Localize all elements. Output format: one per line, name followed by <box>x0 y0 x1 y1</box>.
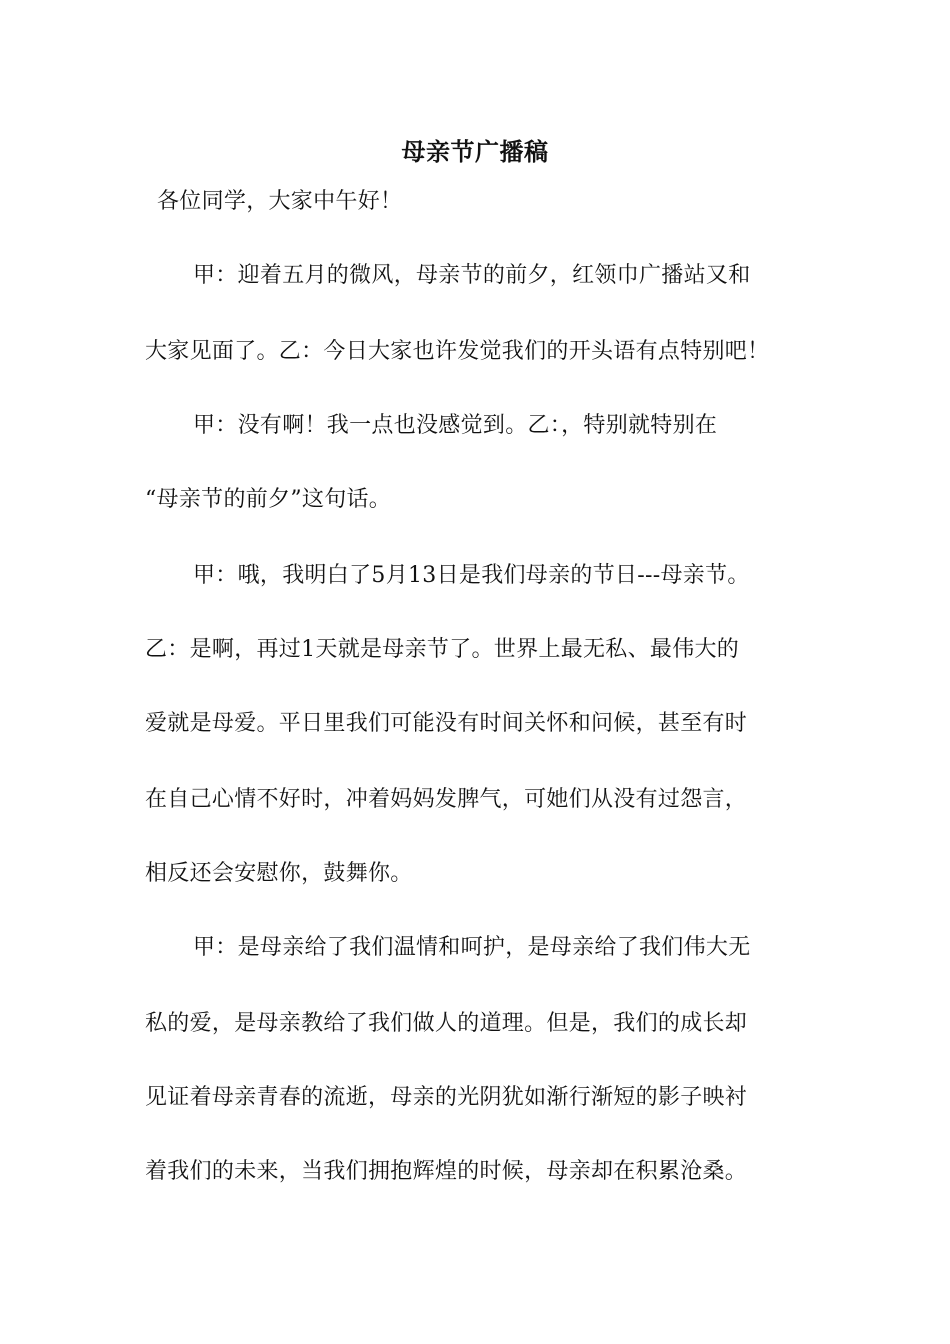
paragraph-line: 爱就是母爱。平日里我们可能没有时间关怀和问候，甚至有时 <box>145 711 748 736</box>
paragraph-line: 各位同学，大家中午好！ <box>157 189 403 214</box>
paragraph-line: 甲：哦，我明白了5月13日是我们母亲的节日---母亲节。 <box>193 563 750 588</box>
paragraph-line: 大家见面了。乙：今日大家也许发觉我们的开头语有点特别吧！ <box>145 339 770 364</box>
document-title: 母亲节广播稿 <box>401 137 549 166</box>
paragraph-line: 在自己心情不好时，冲着妈妈发脾气，可她们从没有过怨言， <box>145 787 748 812</box>
paragraph-line: 甲：迎着五月的微风，母亲节的前夕，红领巾广播站又和 <box>193 263 751 288</box>
paragraph-line: 甲：没有啊！我一点也没感觉到。乙：，特别就特别在 <box>193 413 718 438</box>
paragraph-line: 着我们的未来，当我们拥抱辉煌的时候，母亲却在积累沧桑。 <box>145 1159 748 1184</box>
paragraph-line: “母亲节的前夕”这句话。 <box>145 487 392 512</box>
paragraph-line: 见证着母亲青春的流逝，母亲的光阴犹如渐行渐短的影子映衬 <box>145 1085 748 1110</box>
paragraph-line: 乙：是啊，再过1天就是母亲节了。世界上最无私、最伟大的 <box>145 637 740 662</box>
paragraph-line: 相反还会安慰你，鼓舞你。 <box>145 861 413 886</box>
paragraph-line: 甲：是母亲给了我们温情和呵护，是母亲给了我们伟大无 <box>193 935 751 960</box>
paragraph-line: 私的爱，是母亲教给了我们做人的道理。但是，我们的成长却 <box>145 1011 748 1036</box>
